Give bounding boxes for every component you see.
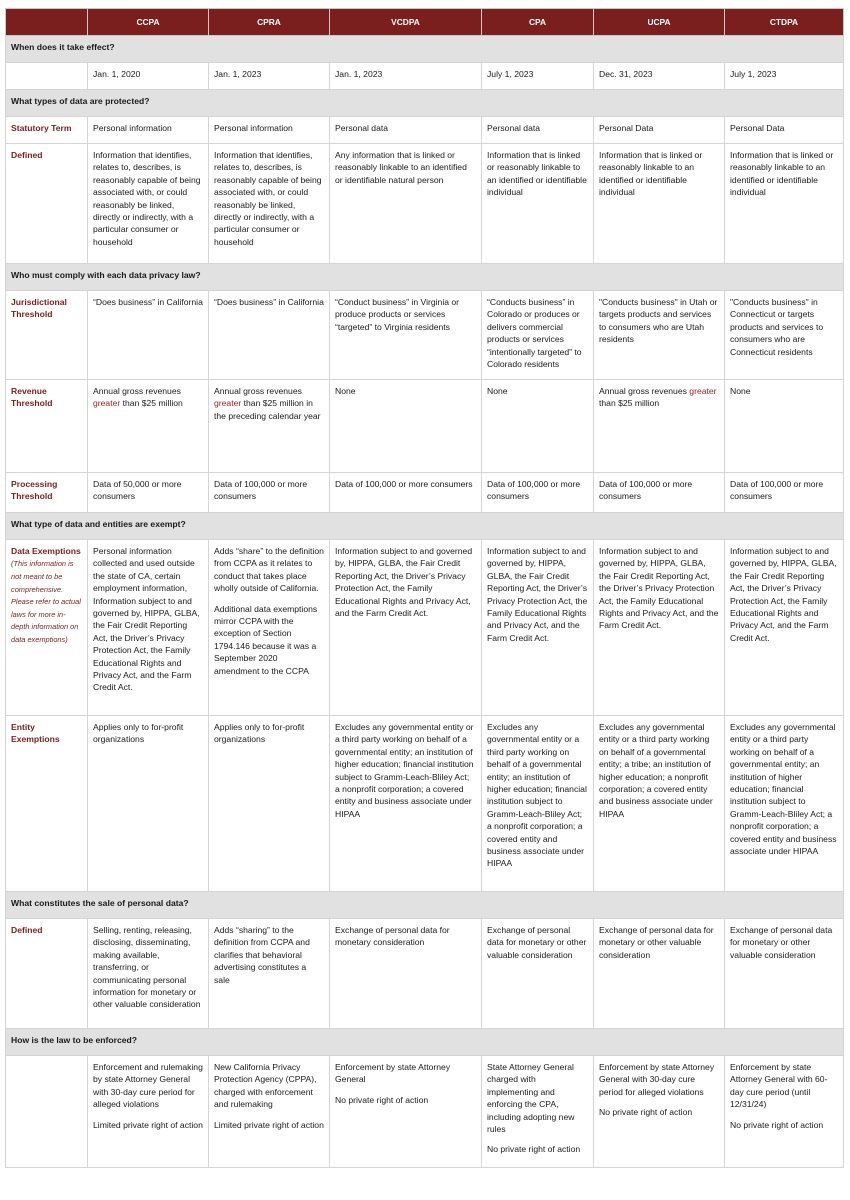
cell-ucpa: Information subject to and governed by, HIPPA, GLBA, the Fair Credit Reporting Act, the Driver’s Privacy Protection Act, the Family Educational Rights and Privacy Act, and the Farm Credit Act. [594, 540, 725, 716]
cell-ctdpa: Information that is linked or reasonably linkable to an identified or identifiable individual [725, 144, 844, 264]
cell-cpa: Information that is linked or reasonably linkable to an identified or identifiable individual [482, 144, 594, 264]
cell-vcdpa: Jan. 1, 2023 [330, 63, 482, 90]
header-ccpa: CCPA [88, 9, 209, 36]
paragraph: Adds “share” to the definition from CCPA as it relates to conduct that takes place wholly outside of California. [214, 546, 324, 594]
row-label [6, 540, 88, 716]
row-enforcement [6, 1056, 844, 1168]
cell-vcdpa: Excludes any governmental entity or a third party working on behalf of a governmental entity; an institution of higher education; financial institution subject to Gramm-Leach-Bliley Act; a nonprofit corporation; a covered entity and business associate under HIPAA [330, 716, 482, 892]
cell-ucpa: Dec. 31, 2023 [594, 63, 725, 90]
cell-ctdpa: Information subject to and governed by, HIPPA, GLBA, the Fair Credit Reporting Act, the Driver’s Privacy Protection Act, the Family Educational Rights and Privacy Act, and the Farm Credit Act. [725, 540, 844, 716]
cell-vcdpa: Personal data [330, 117, 482, 144]
cell-cpra: “Does business” in California [209, 291, 330, 380]
paragraph: Enforcement by state Attorney General with 60-day cure period (until 12/31/24) [730, 1062, 828, 1110]
row-data-exemptions [6, 540, 844, 716]
cell-cpa: Excludes any governmental entity or a third party working on behalf of a governmental entity; an institution of higher education; financial institution subject to Gramm-Leach-Bliley Act; a nonprofit corporation; a covered entity and business associate under HIPAA [482, 716, 594, 892]
cell-cpa: Information subject to and governed by, HIPPA, GLBA, the Fair Credit Reporting Act, the Driver’s Privacy Protection Act, the Family Educational Rights and Privacy Act, and the Farm Credit Act. [482, 540, 594, 716]
cell-ctdpa: Excludes any governmental entity or a third party working on behalf of a governmental entity; an institution of higher education; financial institution subject to Gramm-Leach-Bliley Act; a nonprofit corporation; a covered entity and business associate under HIPAA [725, 716, 844, 892]
cell-ccpa: Jan. 1, 2020 [88, 63, 209, 90]
cell-cpra [209, 540, 330, 716]
cell-ctdpa: Personal Data [725, 117, 844, 144]
row-entity-exemptions [6, 716, 844, 892]
cell-ucpa: Exchange of personal data for monetary or other valuable consideration [594, 919, 725, 1029]
cell-vcdpa: Any information that is linked or reasonably linkable to an identified or identifiable natural person [330, 144, 482, 264]
cell-ccpa [88, 1056, 209, 1168]
text-pre: Annual gross revenues [599, 386, 690, 396]
section-sale [6, 892, 844, 919]
row-sale-defined [6, 919, 844, 1029]
cell-cpa: “Conducts business” in Colorado or produces or delivers commercial products or services “intentionally targeted” to Colorado residents [482, 291, 594, 380]
cell-ucpa [594, 380, 725, 473]
cell-cpa: Personal data [482, 117, 594, 144]
cell-cpra: Jan. 1, 2023 [209, 63, 330, 90]
header-vcdpa: VCDPA [330, 9, 482, 36]
section-title: What constitutes the sale of personal data? [6, 892, 844, 919]
highlight-greater: greater [214, 398, 242, 409]
cell-ucpa: "Conducts business" in Utah or targets products and services to consumers who are Utah residents [594, 291, 725, 380]
section-title: Who must comply with each data privacy law? [6, 264, 844, 291]
header-ucpa: UCPA [594, 9, 725, 36]
section-exempt [6, 513, 844, 540]
header-cpa: CPA [482, 9, 594, 36]
row-label: Revenue Threshold [6, 380, 88, 473]
cell-vcdpa: Exchange of personal data for monetary consideration [330, 919, 482, 1029]
section-comply [6, 264, 844, 291]
cell-vcdpa: Data of 100,000 or more consumers [330, 473, 482, 513]
row-statutory-term [6, 117, 844, 144]
cell-cpra: Information that identifies, relates to, describes, is reasonably capable of being associated with, or could reasonably be linked, directly or indirectly, with a particular consumer or household [209, 144, 330, 264]
text-post: than $25 million [599, 398, 660, 409]
paragraph: Enforcement by state Attorney General [335, 1062, 451, 1085]
row-label: Processing Threshold [6, 473, 88, 513]
row-label: Entity Exemptions [6, 716, 88, 892]
row-jurisdictional-threshold [6, 291, 844, 380]
cell-cpra [209, 380, 330, 473]
cell-ccpa: “Does business” in California [88, 291, 209, 380]
cell-ccpa: Applies only to for-profit organizations [88, 716, 209, 892]
cell-ctdpa: None [725, 380, 844, 473]
row-label-text: Data Exemptions [11, 546, 81, 556]
section-title: What type of data and entities are exempt? [6, 513, 844, 540]
row-label: Jurisdictional Threshold [6, 291, 88, 380]
row-label: Defined [6, 144, 88, 264]
paragraph: Limited private right of action [214, 1119, 324, 1130]
cell-ctdpa: July 1, 2023 [725, 63, 844, 90]
paragraph: Limited private right of action [93, 1119, 203, 1130]
cell-ctdpa: "Conducts business" in Connecticut or targets products and services to consumers who are Connecticut residents [725, 291, 844, 380]
cell-vcdpa [330, 1056, 482, 1168]
paragraph: No private right of action [599, 1107, 693, 1118]
cell-cpa: Exchange of personal data for monetary or other valuable consideration [482, 919, 594, 1029]
cell-ccpa: Data of 50,000 or more consumers [88, 473, 209, 513]
paragraph: No private right of action [335, 1094, 429, 1105]
cell-ccpa: Selling, renting, releasing, disclosing, disseminating, making available, transferring, or communicating personal information for monetary or other valuable consideration [88, 919, 209, 1029]
cell-vcdpa: “Conduct business” in Virginia or produce products or services “targeted” to Virginia residents [330, 291, 482, 380]
privacy-law-comparison-table [5, 8, 844, 1168]
row-effective-date [6, 63, 844, 90]
text-post: than $25 million [120, 398, 183, 409]
section-title: When does it take effect? [6, 36, 844, 63]
section-types [6, 90, 844, 117]
header-row [6, 9, 844, 36]
cell-ccpa: Personal information collected and used outside the state of CA, certain employment information, Information subject to and governed by, HIPPA, GLBA, the Fair Credit Reporting Act, the Driver’s Privacy Protection Act, the Family Educational Rights and Privacy Act, and the Farm Credit Act. [88, 540, 209, 716]
row-label: Defined [6, 919, 88, 1029]
cell-cpa: None [482, 380, 594, 473]
paragraph: New California Privacy Protection Agency (CPPA), charged with enforcement and rulemaking [214, 1062, 317, 1110]
paragraph: State Attorney General charged with implementing and enforcing the CPA, including adopting new rules [487, 1062, 575, 1135]
paragraph: Enforcement by state Attorney General with 30-day cure period for alleged violations [599, 1062, 715, 1097]
text-pre: Annual gross revenues [214, 386, 302, 396]
cell-cpra: Personal information [209, 117, 330, 144]
cell-vcdpa: None [330, 380, 482, 473]
cell-ctdpa: Exchange of personal data for monetary or other valuable consideration [725, 919, 844, 1029]
row-label [6, 63, 88, 90]
row-revenue-threshold [6, 380, 844, 473]
cell-ucpa: Data of 100,000 or more consumers [594, 473, 725, 513]
section-title: What types of data are protected? [6, 90, 844, 117]
cell-ucpa: Excludes any governmental entity or a third party working on behalf of a governmental entity; a tribe; an institution of higher education; a nonprofit corporation; a covered entity and business associate under HIPAA [594, 716, 725, 892]
header-cpra: CPRA [209, 9, 330, 36]
text-pre: Annual gross revenues [93, 386, 181, 396]
cell-cpra: Adds “sharing” to the definition from CCPA and clarifies that behavioral advertising constitutes a sale [209, 919, 330, 1029]
cell-cpa: Data of 100,000 or more consumers [482, 473, 594, 513]
comparison-table-container [5, 8, 843, 1168]
section-enforce [6, 1029, 844, 1056]
cell-ctdpa [725, 1056, 844, 1168]
cell-ucpa [594, 1056, 725, 1168]
cell-cpa: July 1, 2023 [482, 63, 594, 90]
cell-cpa [482, 1056, 594, 1168]
header-corner [6, 9, 88, 36]
paragraph: Enforcement and rulemaking by state Attorney General with 30-day cure period for alleged violations [93, 1062, 203, 1110]
cell-ctdpa: Data of 100,000 or more consumers [725, 473, 844, 513]
cell-ccpa: Personal information [88, 117, 209, 144]
text-post: than $25 million in the preceding calendar year [214, 398, 321, 421]
row-label-note: (This information is not meant to be comprehensive. Please refer to actual laws for more in-depth information on data exemptions) [11, 559, 81, 644]
paragraph: No private right of action [730, 1119, 824, 1130]
highlight-greater: greater [689, 386, 717, 396]
highlight-greater: greater [93, 398, 121, 409]
header-ctdpa: CTDPA [725, 9, 844, 36]
row-label: Statutory Term [6, 117, 88, 144]
row-processing-threshold [6, 473, 844, 513]
section-effect [6, 36, 844, 63]
cell-ccpa: Information that identifies, relates to, describes, is reasonably capable of being associated with, or could reasonably be linked, directly or indirectly, with a particular consumer or household [88, 144, 209, 264]
cell-ucpa: Information that is linked or reasonably linkable to an identified or identifiable individual [594, 144, 725, 264]
paragraph: Additional data exemptions mirror CCPA with the exception of Section 1794.146 because it was a September 2020 amendment to the CCPA [214, 603, 318, 676]
row-data-defined [6, 144, 844, 264]
cell-ucpa: Personal Data [594, 117, 725, 144]
cell-cpra: Data of 100,000 or more consumers [209, 473, 330, 513]
section-title: How is the law to be enforced? [6, 1029, 844, 1056]
cell-cpra [209, 1056, 330, 1168]
cell-vcdpa: Information subject to and governed by, HIPPA, GLBA, the Fair Credit Reporting Act, the Driver’s Privacy Protection Act, the Family Educational Rights and Privacy Act, and the Farm Credit Act. [330, 540, 482, 716]
paragraph: No private right of action [487, 1144, 581, 1155]
row-label [6, 1056, 88, 1168]
cell-cpra: Applies only to for-profit organizations [209, 716, 330, 892]
cell-ccpa [88, 380, 209, 473]
